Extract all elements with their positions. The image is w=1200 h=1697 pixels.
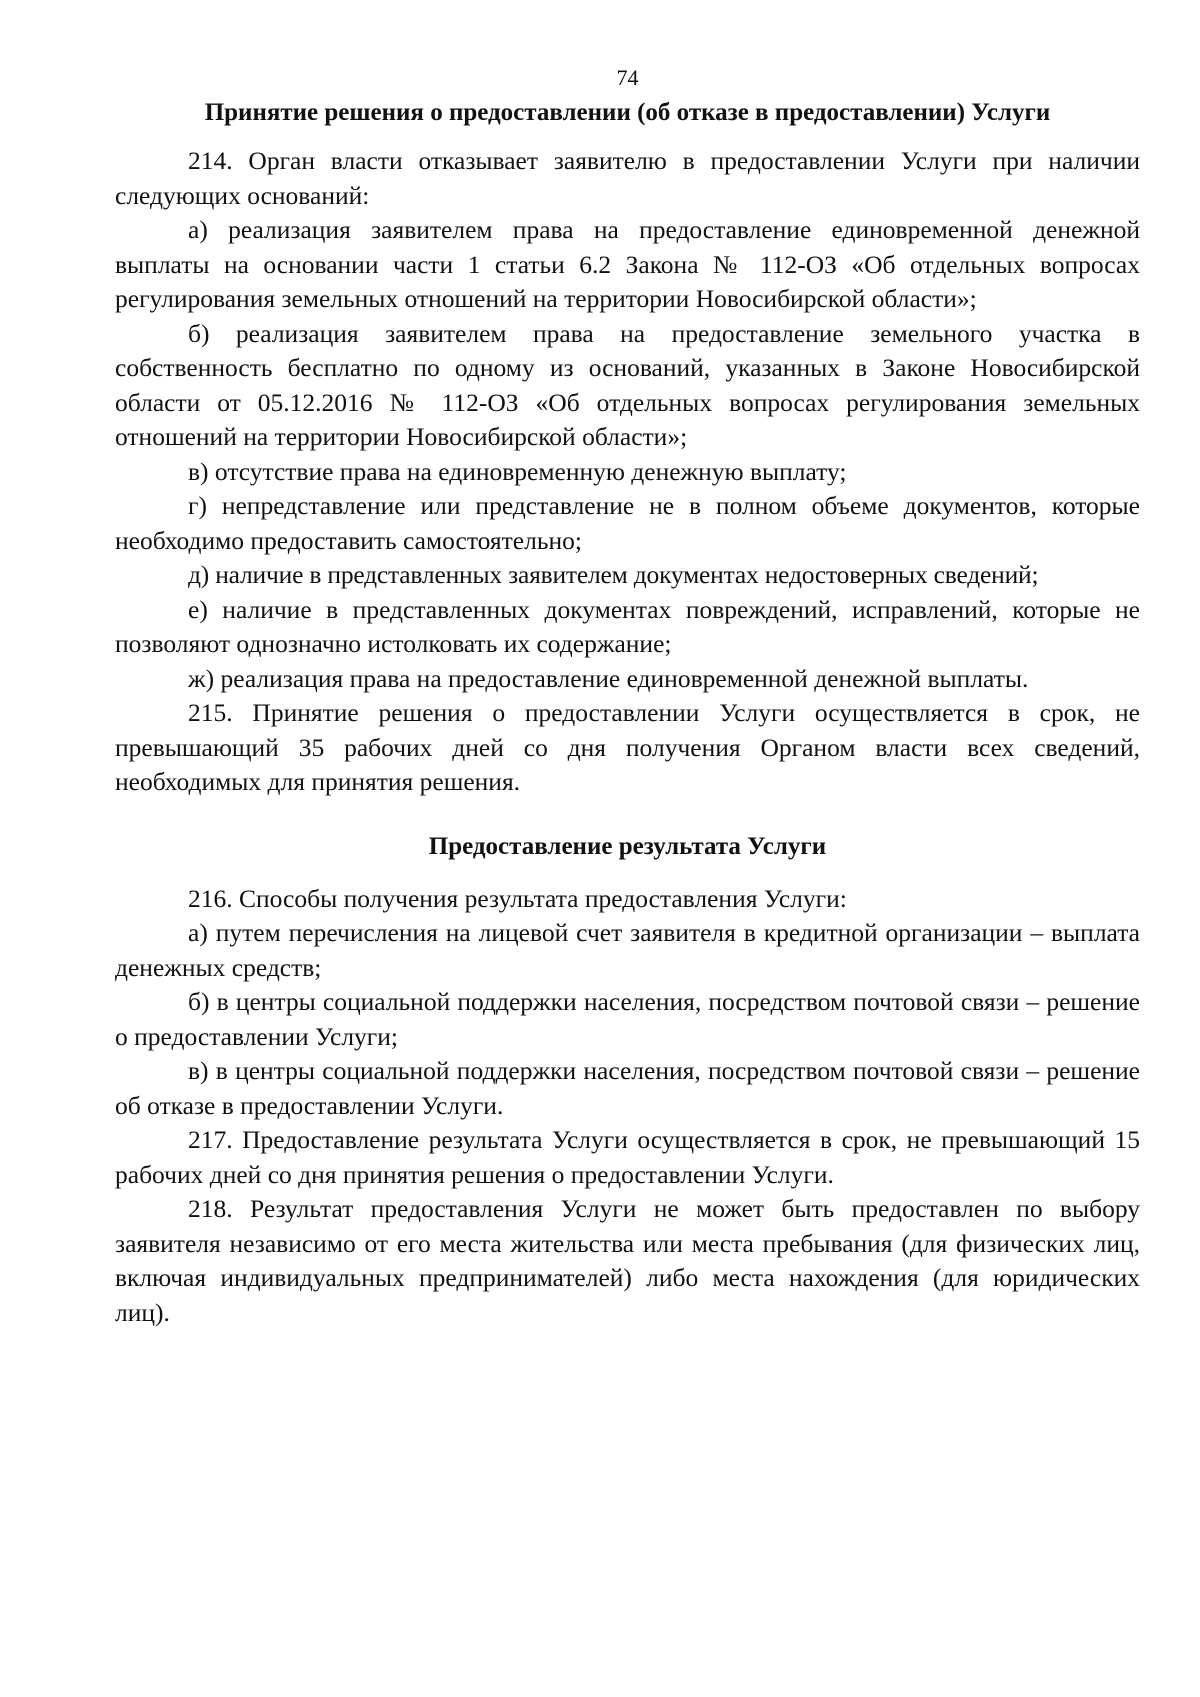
paragraph-214-e: е) наличие в представленных документах повреждений, исправлений, которые не позволяют однозначно истолковать их содержание; (115, 594, 1140, 658)
section-title-result: Предоставление результата Услуги (428, 832, 827, 860)
section-decision-body (115, 144, 1140, 800)
paragraph-214-zh: ж) реализация права на предоставление единовременной денежной выплаты. (188, 663, 1029, 693)
page-number: 74 (616, 65, 639, 90)
paragraph-216-b: б) в центры социальной поддержки населения, посредством почтовой связи – решение о предоставлении Услуги; (115, 987, 1140, 1051)
paragraph-214-b: б) реализация заявителем права на предоставление земельного участка в собственность бесплатно по одному из оснований, указанных в Законе Новосибирской области от 05.12.2016 № 112-ОЗ «Об отдельных вопросах регулирования земельных отношений на территории Новосибирской области»; (115, 318, 1140, 451)
paragraph-215: 215. Принятие решения о предоставлении Услуги осуществляется в срок, не превышающий 35 рабочих дней со дня получения Органом власти всех сведений, необходимых для принятия решения. (115, 698, 1140, 796)
paragraph-214-g: г) непредставление или представление не в полном объеме документов, которые необходимо предоставить самостоятельно; (115, 491, 1140, 555)
paragraph-214-d: д) наличие в представленных заявителем документах недостоверных сведений; (188, 560, 1039, 589)
section-result-body (115, 882, 1140, 1331)
paragraph-216-v: в) в центры социальной поддержки населения, посредством почтовой связи – решение об отказе в предоставлении Услуги. (115, 1056, 1140, 1120)
paragraph-214: 214. Орган власти отказывает заявителю в предоставлении Услуги при наличии следующих оснований: (115, 146, 1140, 210)
section-title-decision: Принятие решения о предоставлении (об отказе в предоставлении) Услуги (204, 99, 1051, 126)
paragraph-216: 216. Способы получения результата предоставления Услуги: (188, 883, 847, 913)
paragraph-214-a: а) реализация заявителем права на предоставление единовременной денежной выплаты на основании части 1 статьи 6.2 Закона № 112-ОЗ «Об отдельных вопросах регулирования земельных отношений на территории Новосибирской области»; (115, 215, 1140, 313)
paragraph-216-a: а) путем перечисления на лицевой счет заявителя в кредитной организации – выплата денежных средств; (115, 918, 1140, 982)
paragraph-218: 218. Результат предоставления Услуги не может быть предоставлен по выбору заявителя независимо от его места жительства или места пребывания (для физических лиц, включая индивидуальных предпринимателей) либо места нахождения (для юридических лиц). (115, 1194, 1140, 1327)
document-page (115, 62, 1140, 1330)
paragraph-217: 217. Предоставление результата Услуги осуществляется в срок, не превышающий 15 рабочих дней со дня принятия решения о предоставлении Услуги. (115, 1125, 1140, 1189)
paragraph-214-v: в) отсутствие права на единовременную денежную выплату; (188, 456, 847, 486)
